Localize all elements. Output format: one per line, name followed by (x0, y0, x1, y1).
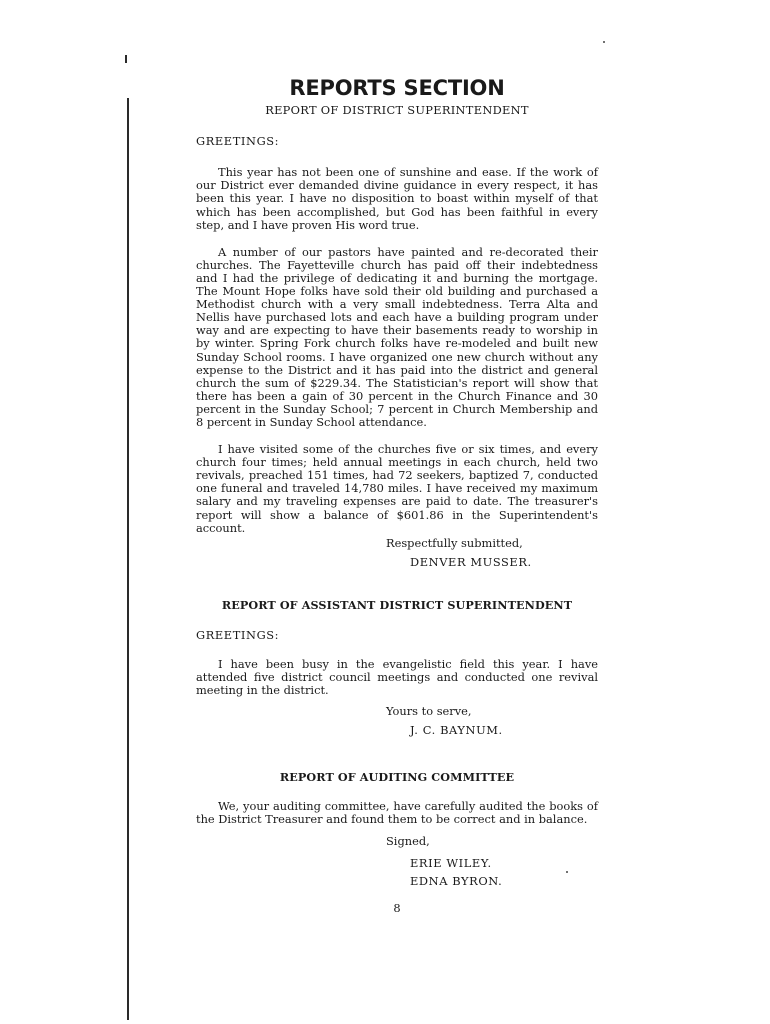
signer-name: DENVER MUSSER. (410, 554, 532, 569)
scan-speck (603, 41, 605, 43)
margin-tick (125, 55, 127, 63)
signer-name: J. C. BAYNUM. (410, 723, 503, 738)
report-paragraph: We, your auditing committee, have carefully audited the books of the District Treasurer and found them to be correct and in balance. (196, 798, 598, 826)
greeting: GREETINGS: (196, 628, 280, 642)
report-heading: REPORT OF ASSISTANT DISTRICT SUPERINTENDENT (221, 597, 573, 612)
assistant-superintendent-report (196, 599, 598, 738)
report-paragraph: This year has not been one of sunshine and ease. If the work of our District ever demanded divine guidance in every respect, it has been this year. I have no disposition to boast within myself of that which has been accomplished, but God has been faithful in every step, and I have proven His word true. (196, 165, 598, 232)
closing: Yours to serve, (386, 704, 472, 719)
report-paragraph: I have visited some of the churches five or six times, and every church four times; held annual meetings in each church, held two revivals, preached 151 times, had 72 seekers, baptized 7, conducted one funeral and traveled 14,780 miles. I have received my maximum salary and my traveling expenses are paid to date. The treasurer's report will show a balance of $601.86 in the Superintendent's account. (196, 442, 598, 535)
page-number: 8 (393, 901, 401, 916)
closing: Signed, (386, 833, 430, 848)
report-heading: REPORT OF DISTRICT SUPERINTENDENT (265, 103, 529, 118)
report-heading: REPORT OF AUDITING COMMITTEE (279, 769, 515, 784)
report-paragraph: I have been busy in the evangelistic field this year. I have attended five district council meetings and conducted one revival meeting in the district. (196, 657, 598, 698)
greeting: GREETINGS: (196, 134, 280, 149)
signer-name: EDNA BYRON. (410, 874, 503, 889)
signer-name: ERIE WILEY. (410, 855, 492, 870)
district-superintendent-report (196, 104, 598, 569)
document-page (196, 76, 598, 916)
auditing-committee-report (196, 771, 598, 889)
report-paragraph: A number of our pastors have painted and re-decorated their churches. The Fayetteville church has paid off their indebtedness and I had the privilege of dedicating it and burning the mortgage. The Mount Hope folks have sold their old building and purchased a Methodist church with a very small indebtedness. Terra Alta and Nellis have purchased lots and each have a building program under way and are expecting to have their basements ready to worship in by winter. Spring Fork church folks have re-modeled and built new Sunday School rooms. I have organized one new church without any expense to the District and it has paid into the district and general church the sum of $229.34. The Statistician's report will show that there has been a gain of 30 percent in the Church Finance and 30 percent in the Sunday School; 7 percent in Church Membership and 8 percent in Sunday School attendance. (196, 244, 598, 429)
section-title: REPORTS SECTION (289, 76, 505, 100)
binding-margin-line (127, 98, 129, 1020)
closing: Respectfully submitted, (386, 535, 523, 550)
